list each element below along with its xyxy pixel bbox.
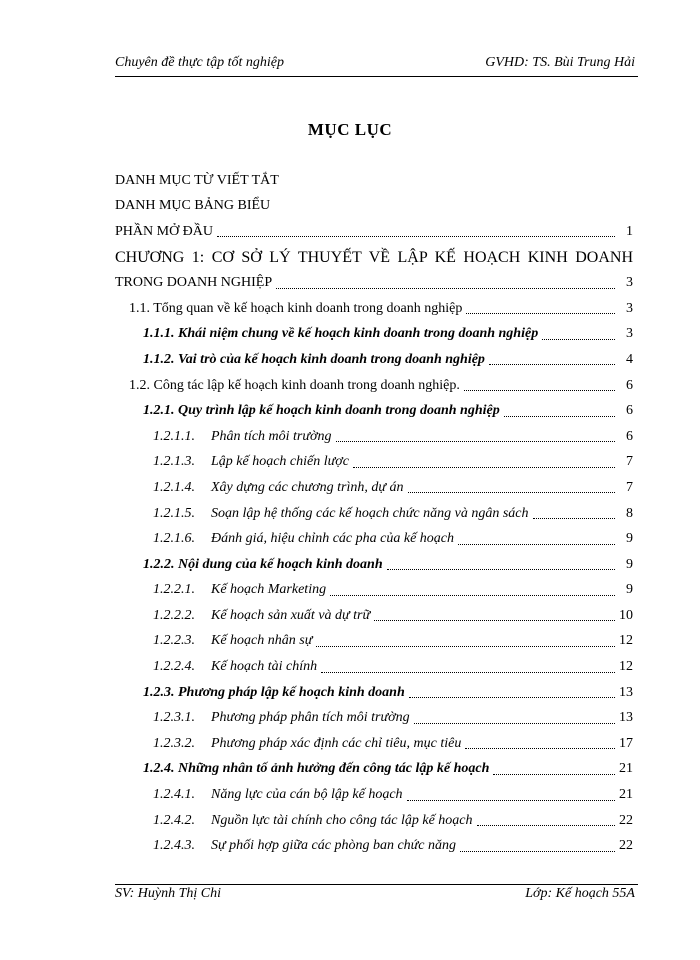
- toc-entry-label: Sự phối hợp giữa các phòng ban chức năng: [211, 838, 457, 854]
- toc-entry-page: 1: [626, 223, 633, 239]
- toc-entry[interactable]: [115, 603, 633, 629]
- toc-entry-label: CHƯƠNG 1: CƠ SỞ LÝ THUYẾT VỀ LẬP KẾ HOẠCH KINH DOANH: [115, 248, 633, 266]
- toc-entry-page: 9: [626, 582, 633, 598]
- toc-entry-chapter[interactable]: [115, 245, 633, 296]
- footer-class: Lớp: Kế hoạch 55A: [525, 886, 635, 901]
- toc-entry-number: 1.2.2.1.: [153, 582, 195, 598]
- toc-entry[interactable]: [115, 629, 633, 655]
- dot-leader: [353, 467, 615, 468]
- toc-entry-label: DANH MỤC TỪ VIẾT TẮT: [115, 172, 279, 188]
- toc-entry-label: Phân tích môi trường: [211, 428, 332, 444]
- toc-entry-label: Phương pháp xác định các chỉ tiêu, mục tiêu: [211, 735, 462, 751]
- toc-entry-label: PHẦN MỞ ĐẦU: [115, 223, 214, 239]
- dot-leader: [316, 646, 615, 647]
- toc-entry-label: Nguồn lực tài chính cho công tác lập kế hoạch: [211, 812, 473, 828]
- toc-entry-label: Kế hoạch nhân sự: [211, 633, 313, 649]
- toc-entry-number: 1.2.2.3.: [153, 633, 195, 649]
- toc-entry-number: 1.2.4.2.: [153, 812, 195, 828]
- toc-entry[interactable]: [115, 578, 633, 604]
- toc-entry-page: 3: [626, 326, 633, 342]
- dot-leader: [387, 569, 615, 570]
- toc-entry[interactable]: [115, 501, 633, 527]
- dot-leader: [276, 288, 615, 289]
- toc-entry-page: 9: [626, 531, 633, 547]
- header-document-type: Chuyên đề thực tập tốt nghiệp: [115, 55, 284, 70]
- toc-entry-page: 6: [626, 403, 633, 419]
- toc-entry-label: 1.2. Công tác lập kế hoạch kinh doanh trong doanh nghiệp.: [129, 377, 460, 393]
- toc-entry-page: 13: [619, 684, 633, 700]
- toc-entry-number: 1.2.1.6.: [153, 531, 195, 547]
- toc-entry-label: 1.2.4. Những nhân tố ảnh hưởng đến công tác lập kế hoạch: [143, 761, 490, 777]
- toc-entry-page: 9: [626, 556, 633, 572]
- toc-entry-label: Kế hoạch sản xuất và dự trữ: [211, 607, 371, 623]
- toc-entry-label: 1.1.2. Vai trò của kế hoạch kinh doanh trong doanh nghiệp: [143, 351, 485, 367]
- toc-entry-label: 1.1.1. Khái niệm chung về kế hoạch kinh doanh trong doanh nghiệp: [143, 326, 539, 342]
- toc-entry[interactable]: [115, 475, 633, 501]
- dot-leader: [465, 748, 615, 749]
- toc-entry-number: 1.2.4.3.: [153, 838, 195, 854]
- dot-leader: [504, 416, 615, 417]
- page-header: [115, 55, 635, 77]
- toc-entry-page: 3: [626, 300, 633, 316]
- toc-entry-page: 6: [626, 377, 633, 393]
- toc-entry-label: 1.2.2. Nội dung của kế hoạch kinh doanh: [143, 556, 383, 572]
- footer-student: SV: Huỳnh Thị Chi: [115, 886, 222, 901]
- dot-leader: [533, 518, 615, 519]
- toc-entry[interactable]: [115, 219, 633, 245]
- toc-entry-label: Năng lực của cán bộ lập kế hoạch: [211, 787, 403, 803]
- footer-rule: [115, 884, 638, 885]
- toc-entry[interactable]: [115, 757, 633, 783]
- toc-entry-label: Kế hoạch tài chính: [211, 659, 318, 675]
- toc-entry[interactable]: [115, 705, 633, 731]
- toc-entry-page: 22: [619, 838, 633, 854]
- dot-leader: [466, 313, 615, 314]
- toc-entry[interactable]: [115, 194, 633, 220]
- toc-entry[interactable]: [115, 168, 633, 194]
- toc-entry-number: 1.2.1.1.: [153, 428, 195, 444]
- toc-entry-label: Soạn lập hệ thống các kế hoạch chức năng và ngân sách: [211, 505, 529, 521]
- dot-leader: [409, 697, 615, 698]
- dot-leader: [321, 672, 615, 673]
- toc-entry-label: Phương pháp phân tích môi trường: [211, 710, 410, 726]
- dot-leader: [477, 825, 615, 826]
- toc-entry[interactable]: [115, 347, 633, 373]
- toc-entry-label: 1.2.1. Quy trình lập kế hoạch kinh doanh trong doanh nghiệp: [143, 403, 500, 419]
- toc-entry-page: 13: [619, 710, 633, 726]
- toc-entry-label: Lập kế hoạch chiến lược: [211, 454, 349, 470]
- toc-entry-number: 1.2.3.1.: [153, 710, 195, 726]
- toc-entry[interactable]: [115, 654, 633, 680]
- toc-entry-page: 22: [619, 812, 633, 828]
- dot-leader: [464, 390, 615, 391]
- toc-entry-number: 1.2.1.3.: [153, 454, 195, 470]
- header-advisor: GVHD: TS. Bùi Trung Hải: [485, 55, 635, 70]
- dot-leader: [217, 236, 615, 237]
- toc-entry-label: DANH MỤC BẢNG BIỂU: [115, 198, 271, 214]
- toc-entry-page: 12: [619, 659, 633, 675]
- toc-entry-label: Đánh giá, hiệu chỉnh các pha của kế hoạch: [211, 531, 454, 547]
- toc-entry[interactable]: [115, 526, 633, 552]
- toc-entry-number: 1.2.4.1.: [153, 787, 195, 803]
- toc-entry-label: 1.1. Tổng quan về kế hoạch kinh doanh trong doanh nghiệp: [129, 300, 463, 316]
- toc-entry[interactable]: [115, 782, 633, 808]
- toc-entry-page: 21: [619, 787, 633, 803]
- table-of-contents: [115, 168, 633, 859]
- toc-entry-page: 3: [626, 275, 633, 291]
- dot-leader: [493, 774, 615, 775]
- toc-entry-number: 1.2.1.4.: [153, 479, 195, 495]
- toc-entry-label: Kế hoạch Marketing: [211, 582, 327, 598]
- dot-leader: [458, 544, 615, 545]
- toc-entry[interactable]: [115, 450, 633, 476]
- toc-entry-page: 7: [626, 454, 633, 470]
- dot-leader: [414, 723, 615, 724]
- page-footer: [115, 886, 635, 908]
- toc-entry[interactable]: [115, 398, 633, 424]
- toc-entry[interactable]: [115, 322, 633, 348]
- dot-leader: [330, 595, 615, 596]
- toc-entry-label-continued: TRONG DOANH NGHIỆP: [115, 275, 273, 291]
- toc-entry[interactable]: [115, 424, 633, 450]
- toc-entry-page: 21: [619, 761, 633, 777]
- toc-entry-label: Xây dựng các chương trình, dự án: [211, 479, 404, 495]
- toc-entry-page: 7: [626, 479, 633, 495]
- page-title: MỤC LỤC: [307, 120, 393, 139]
- dot-leader: [336, 441, 616, 442]
- toc-entry[interactable]: [115, 552, 633, 578]
- toc-entry-page: 12: [619, 633, 633, 649]
- dot-leader: [374, 620, 615, 621]
- toc-entry[interactable]: [115, 808, 633, 834]
- toc-entry[interactable]: [115, 373, 633, 399]
- toc-entry-page: 8: [626, 505, 633, 521]
- toc-entry-page: 17: [619, 735, 633, 751]
- toc-entry-number: 1.2.3.2.: [153, 735, 195, 751]
- toc-entry-page: 6: [626, 428, 633, 444]
- dot-leader: [407, 800, 615, 801]
- toc-entry-label: 1.2.3. Phương pháp lập kế hoạch kinh doanh: [143, 684, 405, 700]
- toc-entry[interactable]: [115, 833, 633, 859]
- toc-entry[interactable]: [115, 296, 633, 322]
- toc-entry[interactable]: [115, 680, 633, 706]
- toc-entry-number: 1.2.2.4.: [153, 659, 195, 675]
- toc-entry-page: 10: [619, 607, 633, 623]
- dot-leader: [408, 492, 615, 493]
- dot-leader: [489, 364, 615, 365]
- toc-entry[interactable]: [115, 731, 633, 757]
- toc-entry-page: 4: [626, 351, 633, 367]
- toc-entry-number: 1.2.2.2.: [153, 607, 195, 623]
- header-rule: [115, 76, 638, 77]
- dot-leader: [542, 339, 615, 340]
- dot-leader: [460, 851, 615, 852]
- toc-entry-number: 1.2.1.5.: [153, 505, 195, 521]
